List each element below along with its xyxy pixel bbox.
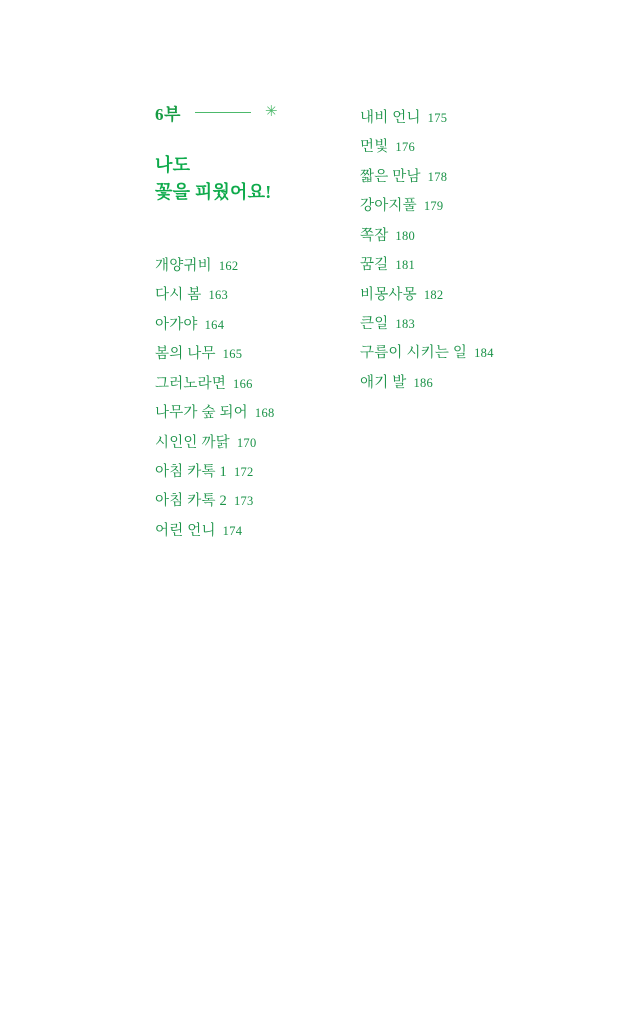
part-heading (155, 100, 278, 125)
toc-entry (360, 222, 494, 251)
toc-entry (360, 163, 494, 192)
toc-entry (360, 251, 494, 280)
toc-entry-title: 내비 언니 (360, 110, 421, 126)
toc-entry-title: 비몽사몽 (360, 286, 417, 303)
toc-entry-page: 180 (395, 228, 416, 243)
toc-entry-title: 아침 카톡 2 (155, 493, 227, 510)
toc-entry-title: 짧은 만남 (360, 168, 421, 185)
toc-entry-page: 174 (222, 523, 243, 538)
toc-entry-page: 173 (233, 494, 254, 509)
toc-entry-page: 168 (254, 406, 275, 421)
toc-entry-title: 아침 카톡 1 (155, 463, 227, 480)
toc-entry-title: 다시 봄 (155, 287, 202, 304)
toc-entry-page: 172 (233, 464, 254, 479)
toc-entry-title: 그러노라면 (155, 375, 227, 392)
toc-entry-title: 큰일 (360, 315, 389, 332)
toc-entry-page: 178 (427, 169, 448, 184)
toc-entry (360, 192, 494, 221)
toc-entry-title: 구름이 시키는 일 (360, 345, 468, 362)
toc-entry-title: 나무가 숲 되어 (155, 405, 248, 422)
toc-right-column (360, 104, 494, 398)
toc-entry (360, 369, 494, 398)
toc-entry (155, 311, 275, 340)
toc-entry-title: 먼빛 (360, 139, 389, 156)
toc-entry (155, 340, 275, 369)
toc-entry (155, 487, 275, 516)
toc-entry-page: 186 (413, 375, 434, 390)
toc-left-column (155, 252, 275, 546)
asterisk-ornament-icon: ✳ (264, 104, 278, 120)
toc-entry-title: 개양귀비 (155, 258, 212, 274)
toc-entry-page: 165 (222, 347, 243, 362)
toc-entry-page: 182 (423, 287, 444, 302)
toc-entry-page: 176 (395, 140, 416, 155)
toc-entry (360, 133, 494, 162)
part-title-line-1: 나도 (155, 155, 191, 175)
toc-entry (155, 252, 275, 281)
toc-entry-page: 166 (233, 376, 253, 391)
toc-entry-title: 쪽잠 (360, 227, 389, 244)
toc-entry (155, 281, 275, 310)
toc-entry-page: 179 (423, 199, 444, 214)
toc-entry (155, 399, 275, 428)
toc-entry (155, 370, 275, 399)
toc-entry-page: 181 (395, 258, 416, 273)
toc-entry-title: 아가야 (155, 316, 198, 333)
toc-entry-title: 꿈길 (360, 257, 389, 274)
toc-entry-page: 184 (474, 346, 494, 361)
toc-entry-title: 어린 언니 (155, 522, 216, 539)
toc-entry-title: 시인인 까닭 (155, 434, 230, 451)
toc-entry-page: 163 (208, 288, 229, 303)
toc-entry-page: 183 (395, 316, 416, 331)
part-title-line-2: 꽃을 피웠어요! (155, 181, 272, 202)
toc-entry-page: 164 (204, 317, 225, 332)
toc-entry (155, 458, 275, 487)
toc-entry-title: 애기 발 (360, 374, 407, 391)
toc-entry-title: 봄의 나무 (155, 346, 216, 363)
toc-entry-page: 175 (427, 111, 448, 125)
horizontal-rule-divider (195, 112, 251, 113)
toc-entry (155, 429, 275, 458)
toc-entry-page: 170 (236, 435, 257, 450)
part-title (155, 152, 271, 205)
toc-entry-title: 강아지풀 (360, 198, 417, 215)
toc-entry (360, 339, 494, 368)
toc-entry-page: 162 (218, 259, 239, 273)
toc-entry (360, 104, 494, 133)
toc-entry (155, 517, 275, 546)
toc-entry (360, 281, 494, 310)
part-number-label: 6부 (155, 105, 181, 124)
toc-entry (360, 310, 494, 339)
